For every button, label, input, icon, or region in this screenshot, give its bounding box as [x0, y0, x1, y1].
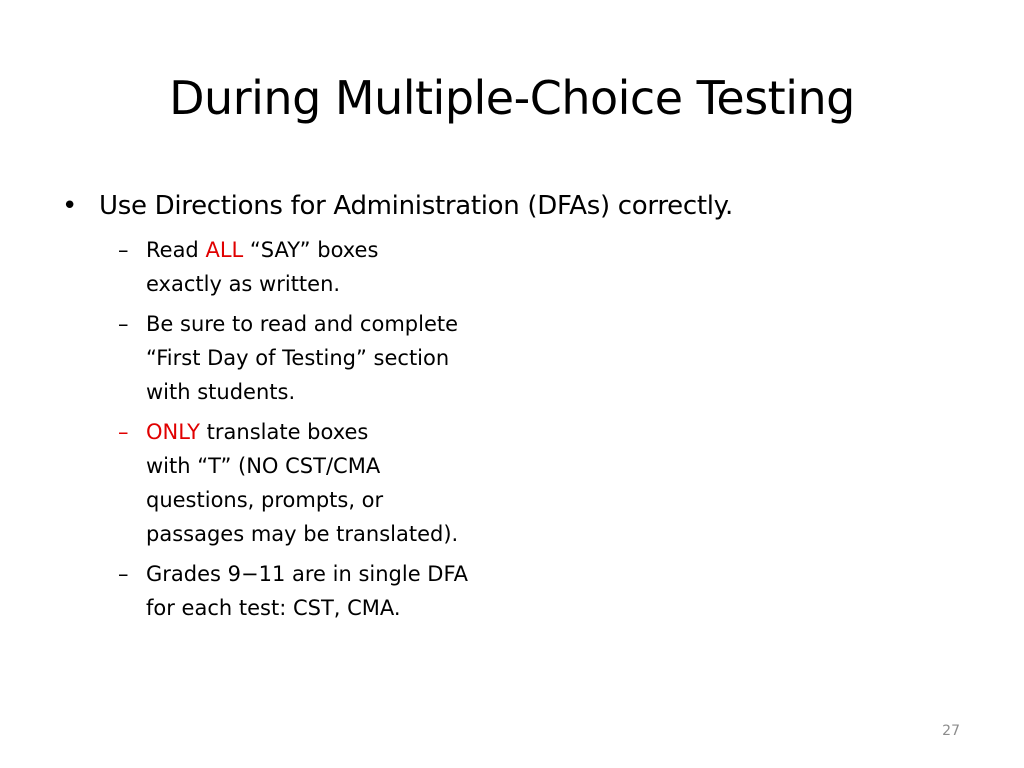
dash-marker: – [118, 312, 129, 336]
slide-title: During Multiple-Choice Testing [169, 71, 855, 125]
emphasis-all: ALL [205, 238, 244, 262]
dash-marker: – [118, 420, 129, 444]
sub-item-line: questions, prompts, or [146, 488, 384, 512]
sub-item-only-translate [118, 415, 588, 551]
sub-item-text: “SAY” boxes [243, 238, 379, 262]
sub-item-text: translate boxes [199, 420, 369, 444]
sub-item-read-all [118, 233, 588, 301]
sub-bullet-list [118, 233, 588, 631]
sub-item-grades [118, 557, 588, 625]
sub-item-line: Grades 9−11 are in single DFA [146, 562, 468, 586]
sub-item-line: for each test: CST, CMA. [146, 596, 401, 620]
dash-marker: – [118, 562, 129, 586]
emphasis-only: ONLY [146, 420, 200, 444]
sub-item-line: “First Day of Testing” section [146, 346, 450, 370]
sub-item-line: passages may be translated). [146, 522, 459, 546]
main-bullet-text: Use Directions for Administration (DFAs) correctly. [99, 191, 734, 221]
slide-number: 27 [942, 723, 960, 739]
sub-item-first-day [118, 307, 588, 409]
sub-item-line [146, 415, 588, 449]
sub-item-line [146, 233, 588, 267]
sub-item-line: with students. [146, 380, 296, 404]
bullet-marker: • [62, 191, 78, 221]
sub-item-line: with “T” (NO CST/CMA [146, 454, 381, 478]
sub-item-line: exactly as written. [146, 272, 341, 296]
sub-item-line: Be sure to read and complete [146, 312, 459, 336]
dash-marker: – [118, 238, 129, 262]
sub-item-text: Read [146, 238, 206, 262]
